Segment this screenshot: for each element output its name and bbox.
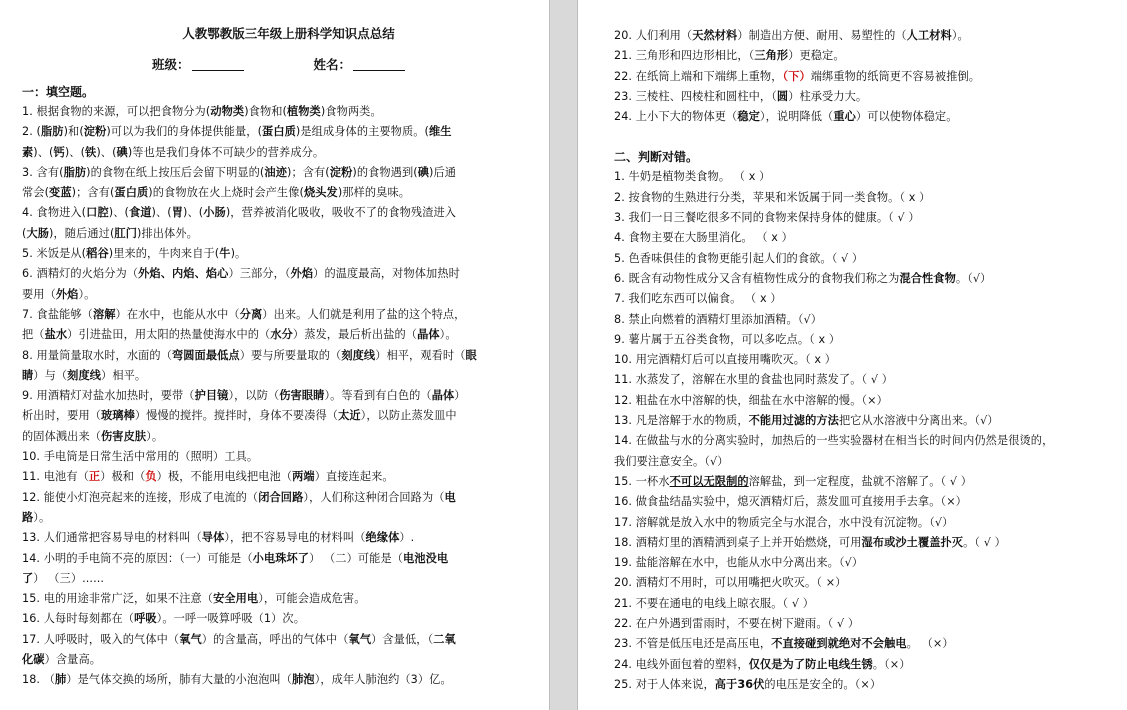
answer-text: 蛋白质 xyxy=(262,125,296,139)
item-text: 12. 能使小灯泡亮起来的连接，形成了电流的（ xyxy=(22,490,259,504)
answer-text: 氧气 xyxy=(179,632,202,646)
item-text: 2. 按食物的生熟进行分类，苹果和米饭属于同一类食物。（ x ） xyxy=(614,190,931,204)
true-false-line xyxy=(614,167,1107,187)
item-text: )排出体外。 xyxy=(137,226,198,240)
item-text: )的食物遇到( xyxy=(352,165,418,179)
answer-text: 稻谷 xyxy=(86,247,109,261)
answer-text: 刻度线 xyxy=(341,348,376,362)
page-gap xyxy=(549,0,578,710)
answer-text: 负 xyxy=(145,470,157,484)
fill-blank-line xyxy=(22,244,535,264)
answer-text: 胃 xyxy=(171,206,184,220)
answer-text: 稳定 xyxy=(737,110,760,124)
true-false-line xyxy=(614,350,1107,370)
item-text: 的固体溅出来（ xyxy=(22,429,102,443)
item-text: 7. 我们吃东西可以偏食。 （ x ） xyxy=(614,292,782,306)
answer-text: 导体 xyxy=(201,531,225,545)
true-false-line xyxy=(614,573,1107,593)
item-text: 1. 牛奶是植物类食物。 （ x ） xyxy=(614,170,771,184)
fill-blank-line xyxy=(22,488,535,508)
item-text: ）相平，观看时（ xyxy=(375,348,466,362)
fill-blank-line xyxy=(22,549,535,569)
item-text: 13. 凡是溶解于水的物质， xyxy=(614,414,749,428)
answer-text: 淀粉 xyxy=(329,165,353,179)
answer-text: 肺 xyxy=(55,673,67,687)
right-content xyxy=(614,26,1107,695)
answer-text: 呼吸 xyxy=(134,612,157,626)
item-text: )食物和( xyxy=(244,105,287,118)
item-text: )里来的，牛肉来自于( xyxy=(108,247,220,261)
answer-text: 电 xyxy=(444,490,456,504)
fill-blank-line xyxy=(22,285,535,305)
answer-text: 不可以无限制的 xyxy=(669,474,749,488)
fill-blank-line xyxy=(22,589,535,609)
true-false-line xyxy=(614,249,1107,269)
item-text: 溶解盐，到一定程度，盐就不溶解了。（ √ ） xyxy=(748,474,973,488)
fill-blank-line xyxy=(22,325,535,345)
item-text: ）三部分，（ xyxy=(228,267,291,281)
item-text: ）含量低，（ xyxy=(371,632,434,646)
true-false-line xyxy=(614,472,1107,492)
fill-blank-line xyxy=(22,630,535,650)
fill-blank-line xyxy=(614,107,1107,127)
answer-text: 晶体 xyxy=(431,389,455,403)
item-text: ）极和（ xyxy=(100,470,146,484)
fill-blank-line xyxy=(22,366,535,386)
item-text: ）制造出方便、耐用、易塑性的（ xyxy=(737,29,907,42)
item-text: 20. 人们利用（ xyxy=(614,29,693,42)
item-text: )后通 xyxy=(429,165,457,179)
answer-text: 不能用过滤的方法 xyxy=(748,414,839,428)
item-text: ），以防（ xyxy=(228,389,280,403)
item-text: 。（×） xyxy=(872,657,911,671)
item-text: ）。等看到有白色的（ xyxy=(324,389,432,403)
fill-blank-line xyxy=(22,609,535,629)
answer-text: 油迹 xyxy=(264,165,287,179)
answer-text: 溶解 xyxy=(92,307,116,321)
true-false-line xyxy=(614,594,1107,614)
fill-blank-line xyxy=(614,46,1107,66)
item-text: ）。 xyxy=(951,29,969,42)
item-text: ）要与所要量取的（ xyxy=(239,348,342,362)
answer-text: 重心 xyxy=(833,110,856,124)
item-text: ）蒸发，最后析出盐的（ xyxy=(292,328,418,342)
class-blank[interactable] xyxy=(192,56,244,71)
answer-text: 玻璃棒 xyxy=(101,409,135,423)
item-text: ）的含量高，呼出的气体中（ xyxy=(201,632,349,646)
answer-text: 天然材料 xyxy=(692,29,738,42)
item-text: ）。 xyxy=(439,328,457,342)
item-text: 16. 人每时每刻都在（ xyxy=(22,612,135,626)
item-text: )。 xyxy=(230,247,247,261)
item-text: ），成年人肺泡约（3）亿。 xyxy=(314,673,452,687)
item-text: 20. 酒精灯不用时，可以用嘴把火吹灭。（ ×） xyxy=(614,576,847,590)
fill-blank-line xyxy=(22,569,535,589)
item-text: )可以为我们的身体提供能量，( xyxy=(106,125,263,139)
item-text: 25. 对于人体来说， xyxy=(614,677,715,691)
item-text: ）与（ xyxy=(33,368,68,382)
item-text: ）直接连起来。 xyxy=(314,470,394,484)
item-text: ）极，不能用电线把电池（ xyxy=(156,470,293,484)
answer-text: 蛋白质 xyxy=(114,186,149,200)
fill-blank-line xyxy=(22,264,535,284)
item-text: 11. 电池有（ xyxy=(22,470,89,484)
item-text: 7. 食盐能够（ xyxy=(22,307,93,321)
item-text: 4. 食物进入( xyxy=(22,206,87,220)
left-page xyxy=(0,0,549,710)
true-false-line xyxy=(614,370,1107,390)
answer-text: 三角形 xyxy=(754,49,789,63)
fill-blank-line xyxy=(22,427,535,447)
fill-blank-line xyxy=(22,508,535,528)
section-spacer xyxy=(614,127,1107,147)
true-false-line xyxy=(614,310,1107,330)
answer-text: 氧气 xyxy=(348,632,372,646)
item-text: )、( xyxy=(96,145,117,159)
item-text: ）的温度最高，对物体加热时 xyxy=(313,267,460,281)
item-text: 端绑重物的纸筒更不容易被推倒。 xyxy=(810,69,981,83)
fill-blank-list xyxy=(22,102,535,691)
item-text: 24. 上小下大的物体更（ xyxy=(614,110,738,124)
item-text: )；含有( xyxy=(286,165,330,179)
answer-text: 化碳 xyxy=(22,653,45,667)
item-text: ( xyxy=(22,226,27,240)
answer-text: 仅仅是为了防止电线生锈 xyxy=(748,657,873,671)
fill-blank-line xyxy=(614,26,1107,46)
item-text: 6. 酒精灯的火焰分为（ xyxy=(22,267,139,281)
fill-blank-line xyxy=(22,183,535,203)
answer-text: 碘 xyxy=(116,145,128,159)
fill-blank-line xyxy=(22,346,535,366)
item-text: ）可以使物体稳定。 xyxy=(855,110,958,124)
fill-blank-list-continued xyxy=(614,26,1107,127)
item-text: )的食物放在火上烧时会产生像( xyxy=(148,186,304,200)
item-text: )、( xyxy=(64,145,86,159)
answer-text: 植物类 xyxy=(286,105,321,118)
item-text: )那样的臭味。 xyxy=(337,186,411,200)
item-text: 14. 在做盐与水的分离实验时，加热后的一些实验器材在相当长的时间内仍然是很烫的， xyxy=(614,434,1054,448)
item-text: 8. 用量筒量取水时，水面的（ xyxy=(22,348,172,362)
class-field[interactable] xyxy=(152,54,244,76)
item-text: )、( xyxy=(108,206,129,220)
left-content xyxy=(22,24,535,691)
item-text: 10. 用完酒精灯后可以直接用嘴吹灭。（ x ） xyxy=(614,353,837,367)
true-false-line xyxy=(614,431,1107,451)
answer-text: 大肠 xyxy=(26,226,50,240)
answer-text: 外焰 xyxy=(55,287,79,301)
answer-text: 太近 xyxy=(338,409,361,423)
true-false-line xyxy=(614,492,1107,512)
item-text: 21. 不要在通电的电线上晾衣服。（ √ ） xyxy=(614,596,815,610)
answer-text: 伤害眼睛 xyxy=(279,389,325,403)
item-text: ）出来。人们就是利用了盐的这个特点， xyxy=(262,307,466,321)
answer-text: 铁 xyxy=(85,145,97,159)
answer-text: 正 xyxy=(88,470,101,484)
fill-blank-line xyxy=(22,102,535,122)
fill-blank-line xyxy=(22,650,535,670)
answer-text: 人工材料 xyxy=(906,29,952,42)
item-text: 22. 在户外遇到雷雨时，不要在树下避雨。（ √ ） xyxy=(614,617,860,631)
item-text: )，营养被消化吸收，吸收不了的食物残渣进入 xyxy=(225,206,457,220)
fill-blank-line xyxy=(22,203,535,223)
answer-text: 小电珠坏了 xyxy=(252,551,310,565)
item-text: )等也是我们身体不可缺少的营养成分。 xyxy=(127,145,325,159)
item-text: ）更稳定。 xyxy=(788,49,845,63)
name-blank[interactable] xyxy=(353,56,405,71)
fill-blank-line xyxy=(22,467,535,487)
item-text: 要用（ xyxy=(22,287,56,301)
item-text: 。（ √ ） xyxy=(963,535,1006,549)
true-false-list xyxy=(614,167,1107,695)
fill-blank-line xyxy=(22,224,535,244)
item-text: 9. 薯片属于五谷类食物，可以多吃点。（ x ） xyxy=(614,332,841,346)
item-text: ）. xyxy=(399,531,415,545)
answer-text: 牛 xyxy=(219,247,231,261)
item-text: )、( xyxy=(151,206,172,220)
item-text: ）在水中，也能从水中（ xyxy=(115,307,240,321)
fill-blank-line xyxy=(22,305,535,325)
item-text: ），把不容易导电的材料叫（ xyxy=(224,531,366,545)
answer-text: 绝缘体 xyxy=(365,531,400,545)
answer-text: 淀粉 xyxy=(83,125,107,139)
true-false-line xyxy=(614,533,1107,553)
right-page xyxy=(578,0,1127,710)
student-fields xyxy=(22,54,535,76)
answer-text: 肺泡 xyxy=(292,673,315,687)
answer-text: 碘 xyxy=(417,165,430,179)
document-title: 人教鄂教版三年级上册科学知识点总结 xyxy=(182,26,395,41)
answer-text: 食道 xyxy=(128,206,152,220)
item-text: 10. 手电筒是日常生活中常用的（照明）工具。 xyxy=(22,450,259,464)
item-text: ）。 xyxy=(33,510,51,524)
fill-blank-line xyxy=(22,143,535,163)
item-text: 18. （ xyxy=(22,673,56,687)
item-text: ）引进盐田，用太阳的热量使海水中的（ xyxy=(67,328,271,342)
item-text: 15. 一杯水 xyxy=(614,474,670,488)
true-false-line xyxy=(614,188,1107,208)
item-text: 。 （×） xyxy=(906,637,954,651)
section-fill-blank: 一：填空题。 xyxy=(22,85,95,99)
fill-blank-line xyxy=(22,122,535,142)
answer-text: 圆 xyxy=(776,89,789,103)
item-text: 23. 不管是低压电还是高压电， xyxy=(614,637,772,651)
answer-text: 外焰 xyxy=(290,267,314,281)
answer-text: 变蓝 xyxy=(49,186,72,200)
item-text: 8. 禁止向燃着的酒精灯里添加酒精。（√） xyxy=(614,312,823,326)
item-text: 5. 色香味俱佳的食物更能引起人们的食欲。（ √ ） xyxy=(614,251,864,265)
fill-blank-line xyxy=(22,447,535,467)
answer-text: 高于36伏 xyxy=(714,677,765,691)
fill-blank-line xyxy=(22,528,535,548)
item-text: ），可能会造成危害。 xyxy=(258,592,366,606)
item-text: 14. 小明的手电筒不亮的原因：（一）可能是（ xyxy=(22,551,253,565)
item-text: 6. 既含有动物性成分又含有植物性成分的食物我们称之为 xyxy=(614,271,900,285)
true-false-line xyxy=(614,553,1107,573)
item-text: 把它从水溶液中分离出来。（√） xyxy=(838,414,999,428)
item-text: ） xyxy=(454,389,466,403)
item-text: ）慢慢的搅拌。搅拌时，身体不要凑得（ xyxy=(134,409,339,423)
answer-text: 钙 xyxy=(53,145,65,159)
item-text: )的食物在纸上按压后会留下明显的( xyxy=(86,165,265,179)
item-text: 22. 在纸筒上端和下端绑上重物， xyxy=(614,69,783,83)
item-text: 18. 酒精灯里的酒精洒到桌子上并开始燃烧，可用 xyxy=(614,535,862,549)
item-text: 16. 做食盐结晶实验中，熄灭酒精灯后，蒸发皿可直接用手去拿。（×） xyxy=(614,495,967,509)
item-text: 21. 三角形和四边形相比，（ xyxy=(614,49,755,63)
true-false-line xyxy=(614,228,1107,248)
answer-text: 伤害皮肤 xyxy=(101,429,147,443)
answer-text: 脂肪 xyxy=(63,165,87,179)
item-text: 析出时，要用（ xyxy=(22,409,102,423)
class-label: 班级： xyxy=(151,57,190,72)
item-text: ）含量高。 xyxy=(44,653,102,667)
item-text: 24. 电线外面包着的塑料， xyxy=(614,657,749,671)
answer-text: 口腔 xyxy=(86,206,109,220)
item-text: ）柱承受力大。 xyxy=(788,89,868,103)
item-text: 3. 我们一日三餐吃很多不同的食物来保持身体的健康。（ √ ） xyxy=(614,211,920,225)
answer-text: 二氧 xyxy=(433,632,456,646)
item-text: 5. 米饭是从( xyxy=(22,247,87,261)
item-text: 12. 粗盐在水中溶解的快，细盐在水中溶解的慢。（×） xyxy=(614,393,888,407)
item-text: 15. 电的用途非常广泛，如果不注意（ xyxy=(22,592,214,606)
answer-text: 外焰、内焰、焰心 xyxy=(138,267,229,281)
true-false-line xyxy=(614,513,1107,533)
item-text: 19. 盐能溶解在水中，也能从水中分离出来。（√） xyxy=(614,556,864,570)
true-false-line xyxy=(614,391,1107,411)
name-label: 姓名： xyxy=(313,57,352,72)
fill-blank-line xyxy=(22,670,535,690)
item-text: )；含有( xyxy=(71,186,115,200)
fill-blank-line xyxy=(22,163,535,183)
item-text: )是组成身体的主要物质。( xyxy=(295,125,430,139)
item-text: 把（ xyxy=(22,328,45,342)
item-text: 的电压是安全的。（×） xyxy=(764,677,882,691)
item-text: ）。一呼一吸算呼吸（1）次。 xyxy=(156,612,305,626)
answer-text: 水分 xyxy=(270,328,293,342)
item-text: 9. 用酒精灯对盐水加热时，要带（ xyxy=(22,389,195,403)
true-false-line xyxy=(614,655,1107,675)
answer-text: 素 xyxy=(22,145,34,159)
item-text: 3. 含有( xyxy=(22,165,64,179)
answer-text: 肛门 xyxy=(114,226,137,240)
true-false-line xyxy=(614,411,1107,431)
answer-text: 电池没电 xyxy=(403,551,449,565)
fill-blank-line xyxy=(614,87,1107,107)
fill-blank-line xyxy=(614,67,1107,87)
answer-text: 维生 xyxy=(429,125,452,139)
item-text: 。（√） xyxy=(955,271,992,285)
answer-text: 晶体 xyxy=(417,328,440,342)
true-false-line xyxy=(614,269,1107,289)
item-text: ） （二）可能是（ xyxy=(309,551,404,565)
true-false-line xyxy=(614,289,1107,309)
item-text: 1. 根据食物的来源，可以把食物分为( xyxy=(22,105,211,118)
section-true-false: 二、判断对错。 xyxy=(614,150,699,165)
item-text: ），说明降低（ xyxy=(759,110,834,124)
true-false-line xyxy=(614,675,1107,695)
item-text: ）相平。 xyxy=(101,368,147,382)
item-text: ），人们称这种闭合回路为（ xyxy=(303,490,445,504)
answer-text: 了 xyxy=(22,571,34,585)
item-text: )食物两类。 xyxy=(320,105,382,118)
answer-text: 小肠 xyxy=(203,206,226,220)
item-text: ） （三）...... xyxy=(33,571,105,585)
answer-text: 眼 xyxy=(465,348,477,362)
item-text: )和( xyxy=(63,125,84,139)
true-false-line xyxy=(614,452,1107,472)
answer-text: 混合性食物 xyxy=(899,271,956,285)
name-field[interactable] xyxy=(314,54,406,76)
item-text: 常会( xyxy=(22,186,50,200)
answer-text: 闭合回路 xyxy=(258,490,304,504)
answer-text: 睛 xyxy=(22,368,34,382)
answer-text: 脂肪 xyxy=(41,125,64,139)
answer-text: 不直接碰到就绝对不会触电 xyxy=(771,637,907,651)
item-text: ），以防止蒸发皿中 xyxy=(360,409,457,423)
answer-text: 动物类 xyxy=(210,105,245,118)
answer-text: 路 xyxy=(22,510,34,524)
fill-blank-line xyxy=(22,386,535,406)
answer-text: 弯圆面最低点 xyxy=(171,348,240,362)
item-text: 我们要注意安全。（√） xyxy=(614,454,729,468)
answer-text: 刻度线 xyxy=(67,368,102,382)
item-text: )、( xyxy=(183,206,204,220)
item-text: ）是气体交换的场所，肺有大量的小泡泡叫（ xyxy=(66,673,293,687)
true-false-line xyxy=(614,330,1107,350)
answer-text: 护目镜 xyxy=(194,389,229,403)
item-text: 17. 溶解就是放入水中的物质完全与水混合，水中没有沉淀物。（√） xyxy=(614,515,954,529)
item-text: ）。 xyxy=(146,429,164,443)
true-false-line xyxy=(614,208,1107,228)
item-text: 4. 食物主要在大肠里消化。 （ x ） xyxy=(614,231,793,245)
answer-text: （下） xyxy=(782,69,811,83)
answer-text: 盐水 xyxy=(44,328,68,342)
fill-blank-line xyxy=(22,406,535,426)
answer-text: 分离 xyxy=(239,307,263,321)
answer-text: 两端 xyxy=(292,470,315,484)
item-text: 13. 人们通常把容易导电的材料叫（ xyxy=(22,531,202,545)
item-text: 11. 水蒸发了，溶解在水里的食盐也同时蒸发了。（ √ ） xyxy=(614,373,894,387)
answer-text: 湿布或沙土覆盖扑灭 xyxy=(861,535,964,549)
true-false-line xyxy=(614,634,1107,654)
answer-text: 安全用电 xyxy=(213,592,259,606)
item-text: 17. 人呼吸时，吸入的气体中（ xyxy=(22,632,180,646)
true-false-line xyxy=(614,614,1107,634)
item-text: 2. ( xyxy=(22,125,41,139)
answer-text: 烧头发 xyxy=(303,186,338,200)
item-text: )、( xyxy=(33,145,54,159)
item-text: )，随后通过( xyxy=(49,226,115,240)
item-text: 23. 三棱柱、四棱柱和圆柱中，（ xyxy=(614,89,777,103)
item-text: ）。 xyxy=(78,287,96,301)
